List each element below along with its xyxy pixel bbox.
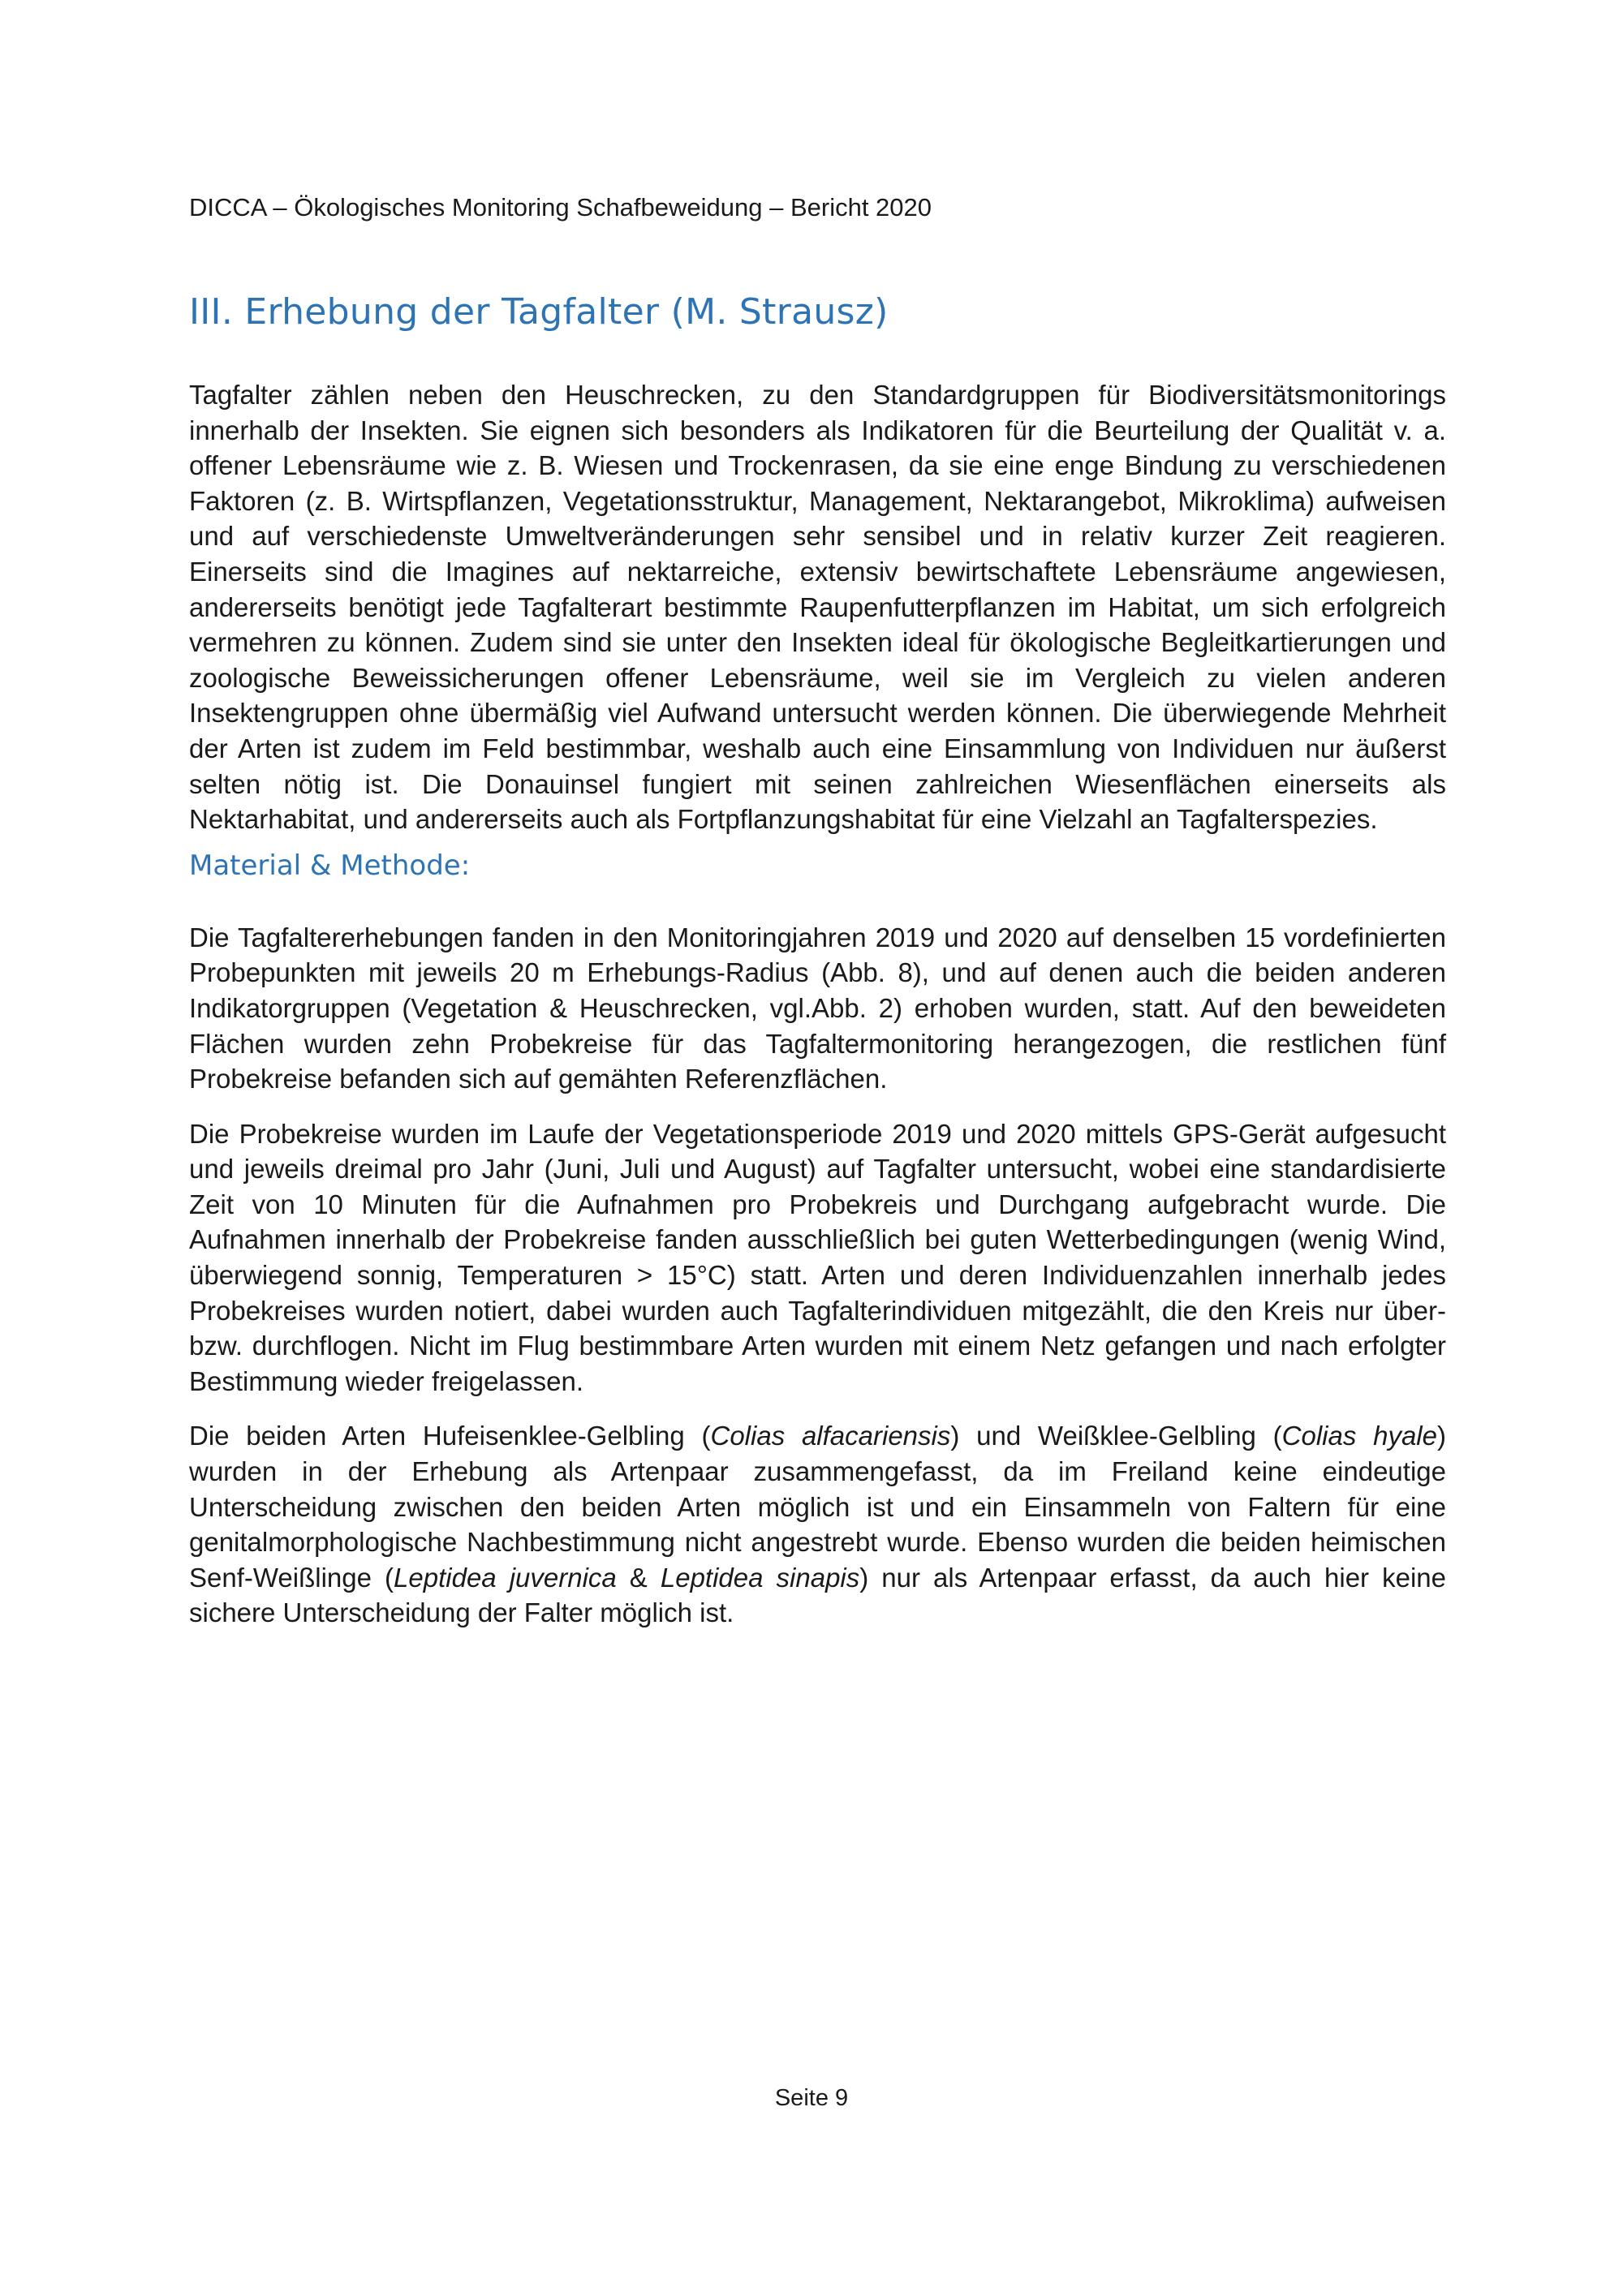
section-title: III. Erhebung der Tagfalter (M. Strausz)	[189, 291, 889, 333]
paragraph-text: ) und Weißklee-Gelbling (	[950, 1421, 1282, 1451]
page-content	[189, 288, 1446, 1631]
species-name: Colias hyale	[1281, 1421, 1437, 1451]
page-number: Seite 9	[774, 2085, 849, 2111]
intro-paragraph: Tagfalter zählen neben den Heuschrecken, zu den Standardgruppen für Biodiversitätsmonitorings innerhalb der Insekten. Sie eignen sich besonders als Indikatoren für die Beurteilung der Qualität v. a. offener Lebensräume wie z. B. Wiesen und Trockenrasen, da sie eine enge Bindung zu verschiedenen Faktoren (z. B. Wirtspflanzen, Vegetationsstruktur, Management, Nektarangebot, Mikroklima) aufweisen und auf verschiedenste Umweltveränderungen sehr sensibel und in relativ kurzer Zeit reagieren. Einerseits sind die Imagines auf nektarreiche, extensiv bewirtschaftete Lebensräume angewiesen, andererseits benötigt jede Tagfalterart bestimmte Raupenfutterpflanzen im Habitat, um sich erfolgreich vermehren zu können. Zudem sind sie unter den Insekten ideal für ökologische Begleitkartierungen und zoologische Beweissicherungen offener Lebensräume, weil sie im Vergleich zu vielen anderen Insektengruppen ohne übermäßig viel Aufwand untersucht werden können. Die überwiegende Mehrheit der Arten ist zudem im Feld bestimmbar, weshalb auch eine Einsammlung von Individuen nur äußerst selten nötig ist. Die Donauinsel fungiert mit seinen zahlreichen Wiesenflächen einerseits als Nektarhabitat, und andererseits auch als Fortpflanzungshabitat für eine Vielzahl an Tagfalterspezies.	[189, 380, 1446, 835]
paragraph-text: ) wurden in der Erhebung als Artenpaar zusammengefasst, da im Freiland keine eindeutige Unterscheidung zwischen den beiden Arten möglich ist und ein Einsammeln von Faltern für eine genitalmorphologische Nachbestimmung nicht angestrebt wurde. Ebenso wurden die beiden heimischen Senf-Weißlinge (	[189, 1421, 1446, 1593]
methods-heading: Material & Methode:	[189, 849, 471, 882]
species-name: Leptidea juvernica	[394, 1562, 617, 1593]
paragraph-text: &	[616, 1562, 661, 1593]
species-name: Colias alfacariensis	[710, 1421, 951, 1451]
running-header: DICCA – Ökologisches Monitoring Schafbeweidung – Bericht 2020	[189, 193, 932, 221]
methods-paragraph-3	[189, 1418, 1446, 1631]
methods-paragraph-2: Die Probekreise wurden im Laufe der Vegetationsperiode 2019 und 2020 mittels GPS-Gerät aufgesucht und jeweils dreimal pro Jahr (Juni, Juli und August) auf Tagfalter untersucht, wobei eine standardisierte Zeit von 10 Minuten für die Aufnahmen pro Probekreis und Durchgang aufgebracht wurde. Die Aufnahmen innerhalb der Probekreise fanden ausschließlich bei guten Wetterbedingungen (wenig Wind, überwiegend sonnig, Temperaturen > 15°C) statt. Arten und deren Individuenzahlen innerhalb jedes Probekreises wurden notiert, dabei wurden auch Tagfalterindividuen mitgezählt, die den Kreis nur über- bzw. durchflogen. Nicht im Flug bestimmbare Arten wurden mit einem Netz gefangen und nach erfolgter Bestimmung wieder freigelassen.	[189, 1118, 1446, 1396]
paragraph-text: Die beiden Arten Hufeisenklee-Gelbling (	[189, 1421, 711, 1451]
species-name: Leptidea sinapis	[660, 1562, 860, 1593]
paragraph-text: ) nur als Artenpaar erfasst, da auch hier keine sichere Unterscheidung der Falter möglich ist.	[189, 1562, 1446, 1628]
methods-paragraph-1: Die Tagfaltererhebungen fanden in den Monitoringjahren 2019 und 2020 auf denselben 15 vordefinierten Probepunkten mit jeweils 20 m Erhebungs-Radius (Abb. 8), und auf denen auch die beiden anderen Indikatorgruppen (Vegetation & Heuschrecken, vgl.Abb. 2) erhoben wurden, statt. Auf den beweideten Flächen wurden zehn Probekreise für das Tagfaltermonitoring herangezogen, die restlichen fünf Probekreise befanden sich auf gemähten Referenzflächen.	[189, 922, 1446, 1094]
